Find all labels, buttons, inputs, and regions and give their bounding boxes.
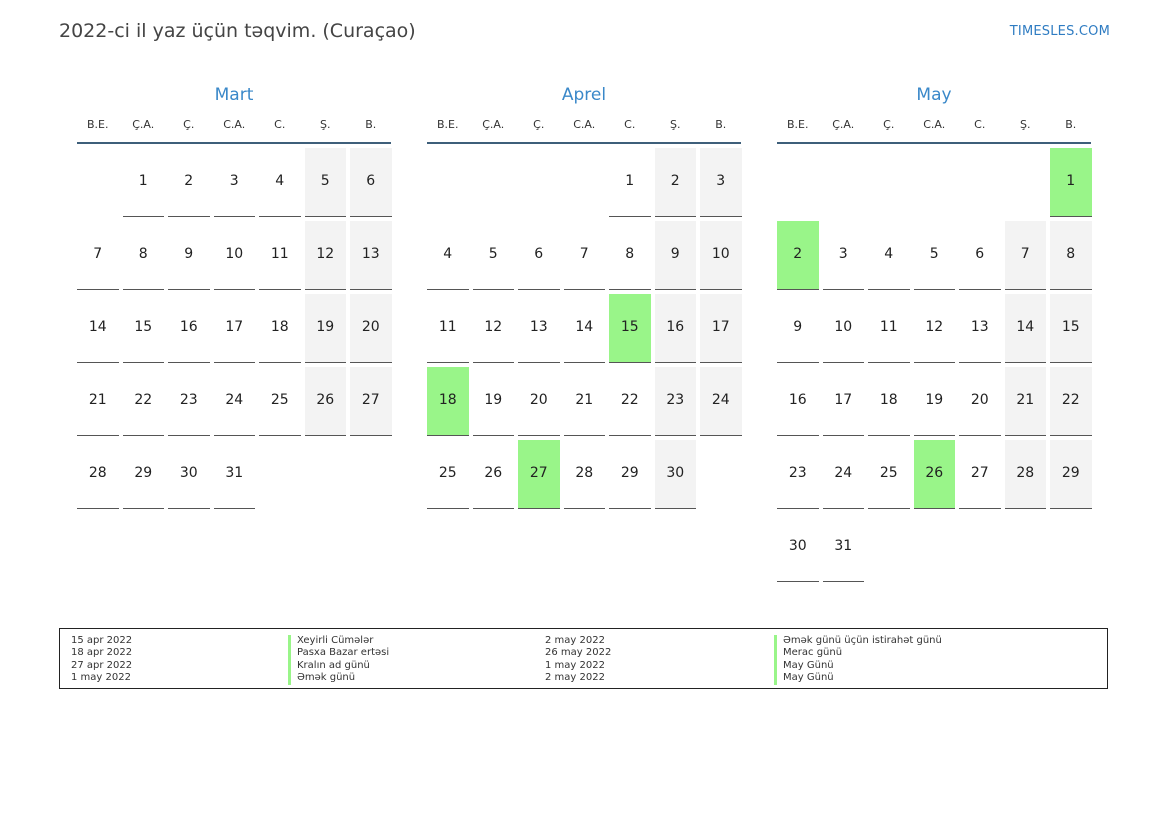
month-title: Mart: [214, 85, 254, 105]
day-cell: 31: [823, 513, 865, 582]
weekday-label: Ç.: [533, 118, 545, 131]
empty-cell: [427, 148, 469, 217]
legend-date: 1 may 2022: [71, 672, 131, 684]
holiday-legend: [59, 628, 1108, 689]
day-cell: 31: [214, 440, 256, 509]
legend-holiday-name: Xeyirli Cümələr: [288, 635, 389, 647]
holiday-day-cell: 2: [777, 221, 819, 290]
weekend-day-cell: 10: [700, 221, 742, 290]
day-cell: 7: [77, 221, 119, 290]
day-cell: 6: [959, 221, 1001, 290]
empty-cell: [77, 148, 119, 217]
weekend-day-cell: 20: [350, 294, 392, 363]
holiday-day-cell: 26: [914, 440, 956, 509]
empty-cell: [868, 148, 910, 217]
day-cell: 29: [123, 440, 165, 509]
weekday-header: [777, 108, 1091, 144]
month-aprel: [427, 82, 743, 509]
day-cell: 11: [259, 221, 301, 290]
weekend-day-cell: 24: [700, 367, 742, 436]
legend-holiday-name: May Günü: [774, 660, 942, 672]
day-cell: 2: [168, 148, 210, 217]
day-cell: 4: [427, 221, 469, 290]
legend-date: 27 apr 2022: [71, 659, 133, 671]
weekend-day-cell: 8: [1050, 221, 1092, 290]
day-cell: 28: [564, 440, 606, 509]
day-cell: 9: [168, 221, 210, 290]
weekday-label: Ş.: [1020, 118, 1031, 131]
holiday-day-cell: 15: [609, 294, 651, 363]
day-cell: 22: [123, 367, 165, 436]
weekend-day-cell: 27: [350, 367, 392, 436]
legend-date: 1 may 2022: [545, 659, 605, 671]
day-cell: 25: [259, 367, 301, 436]
day-cell: 17: [214, 294, 256, 363]
day-cell: 12: [914, 294, 956, 363]
day-cell: 16: [168, 294, 210, 363]
weekday-label: B.E.: [437, 118, 459, 131]
day-cell: 16: [777, 367, 819, 436]
day-cell: 1: [123, 148, 165, 217]
month-may: [777, 82, 1093, 582]
legend-left-dates: [71, 635, 132, 685]
weekend-day-cell: 22: [1050, 367, 1092, 436]
page-title: 2022-ci il yaz üçün təqvim. (Curaçao): [59, 20, 416, 42]
weekday-label: C.: [274, 118, 286, 131]
day-cell: 30: [777, 513, 819, 582]
holiday-day-cell: 18: [427, 367, 469, 436]
legend-right-names: [774, 635, 942, 685]
day-grid: [777, 148, 1093, 582]
day-cell: 11: [427, 294, 469, 363]
day-cell: 5: [473, 221, 515, 290]
weekday-label: Ş.: [670, 118, 681, 131]
weekend-day-cell: 17: [700, 294, 742, 363]
month-title: May: [916, 85, 952, 105]
weekday-label: B.: [365, 118, 377, 131]
legend-holiday-name: Pasxa Bazar ertəsi: [288, 647, 389, 659]
weekend-day-cell: 19: [305, 294, 347, 363]
day-cell: 7: [564, 221, 606, 290]
day-cell: 8: [609, 221, 651, 290]
weekday-label: B.: [1065, 118, 1077, 131]
weekday-label: Ç.A.: [132, 118, 155, 131]
day-cell: 30: [168, 440, 210, 509]
empty-cell: [959, 148, 1001, 217]
day-cell: 3: [823, 221, 865, 290]
day-cell: 27: [959, 440, 1001, 509]
day-grid: [427, 148, 743, 509]
day-cell: 24: [823, 440, 865, 509]
weekend-day-cell: 28: [1005, 440, 1047, 509]
weekend-day-cell: 15: [1050, 294, 1092, 363]
weekday-label: Ç.: [183, 118, 195, 131]
day-cell: 9: [777, 294, 819, 363]
day-cell: 10: [214, 221, 256, 290]
day-cell: 14: [77, 294, 119, 363]
day-cell: 14: [564, 294, 606, 363]
day-grid: [77, 148, 393, 509]
day-cell: 5: [914, 221, 956, 290]
weekday-label: Ş.: [320, 118, 331, 131]
empty-cell: [823, 148, 865, 217]
weekday-label: B.E.: [787, 118, 809, 131]
day-cell: 26: [473, 440, 515, 509]
day-cell: 25: [427, 440, 469, 509]
month-title: Aprel: [561, 85, 607, 105]
weekend-day-cell: 2: [655, 148, 697, 217]
empty-cell: [564, 148, 606, 217]
weekend-day-cell: 26: [305, 367, 347, 436]
weekend-day-cell: 13: [350, 221, 392, 290]
weekday-label: Ç.A.: [832, 118, 855, 131]
holiday-day-cell: 1: [1050, 148, 1092, 217]
day-cell: 24: [214, 367, 256, 436]
day-cell: 18: [868, 367, 910, 436]
day-cell: 8: [123, 221, 165, 290]
weekday-header: [427, 108, 741, 144]
day-cell: 20: [518, 367, 560, 436]
weekday-label: Ç.A.: [482, 118, 505, 131]
weekend-day-cell: 7: [1005, 221, 1047, 290]
weekday-label: C.: [974, 118, 986, 131]
day-cell: 28: [77, 440, 119, 509]
weekend-day-cell: 23: [655, 367, 697, 436]
day-cell: 10: [823, 294, 865, 363]
legend-date: 15 apr 2022: [71, 635, 133, 646]
empty-cell: [473, 148, 515, 217]
day-cell: 3: [214, 148, 256, 217]
legend-right-dates: [545, 635, 611, 685]
legend-holiday-name: Əmək günü üçün istirahət günü: [774, 635, 942, 647]
weekday-label: C.A.: [223, 118, 246, 131]
day-cell: 4: [259, 148, 301, 217]
weekday-label: C.A.: [923, 118, 946, 131]
legend-holiday-name: Əmək günü: [288, 672, 389, 684]
empty-cell: [914, 148, 956, 217]
day-cell: 21: [77, 367, 119, 436]
weekday-label: C.A.: [573, 118, 596, 131]
legend-left-names: [288, 635, 389, 685]
weekday-label: B.E.: [87, 118, 109, 131]
site-link[interactable]: TIMESLES.COM: [1009, 24, 1110, 39]
weekend-day-cell: 21: [1005, 367, 1047, 436]
weekend-day-cell: 12: [305, 221, 347, 290]
empty-cell: [518, 148, 560, 217]
day-cell: 13: [959, 294, 1001, 363]
weekend-day-cell: 9: [655, 221, 697, 290]
empty-cell: [1005, 148, 1047, 217]
weekend-day-cell: 29: [1050, 440, 1092, 509]
weekend-day-cell: 5: [305, 148, 347, 217]
weekend-day-cell: 3: [700, 148, 742, 217]
day-cell: 23: [168, 367, 210, 436]
weekend-day-cell: 6: [350, 148, 392, 217]
day-cell: 18: [259, 294, 301, 363]
weekend-day-cell: 30: [655, 440, 697, 509]
legend-holiday-name: May Günü: [774, 672, 942, 684]
day-cell: 19: [914, 367, 956, 436]
day-cell: 11: [868, 294, 910, 363]
day-cell: 17: [823, 367, 865, 436]
day-cell: 29: [609, 440, 651, 509]
holiday-day-cell: 27: [518, 440, 560, 509]
day-cell: 13: [518, 294, 560, 363]
weekday-header: [77, 108, 391, 144]
legend-holiday-name: Kralın ad günü: [288, 660, 389, 672]
legend-date: 26 may 2022: [545, 647, 612, 659]
weekend-day-cell: 14: [1005, 294, 1047, 363]
day-cell: 6: [518, 221, 560, 290]
legend-date: 18 apr 2022: [71, 647, 133, 659]
weekday-label: B.: [715, 118, 727, 131]
day-cell: 23: [777, 440, 819, 509]
day-cell: 19: [473, 367, 515, 436]
legend-holiday-name: Merac günü: [774, 647, 942, 659]
day-cell: 4: [868, 221, 910, 290]
legend-date: 2 may 2022: [545, 672, 605, 684]
day-cell: 25: [868, 440, 910, 509]
weekday-label: Ç.: [883, 118, 895, 131]
day-cell: 1: [609, 148, 651, 217]
day-cell: 21: [564, 367, 606, 436]
weekday-label: C.: [624, 118, 636, 131]
weekend-day-cell: 16: [655, 294, 697, 363]
legend-date: 2 may 2022: [545, 635, 605, 646]
empty-cell: [777, 148, 819, 217]
day-cell: 15: [123, 294, 165, 363]
month-mart: [77, 82, 393, 509]
day-cell: 20: [959, 367, 1001, 436]
day-cell: 12: [473, 294, 515, 363]
day-cell: 22: [609, 367, 651, 436]
